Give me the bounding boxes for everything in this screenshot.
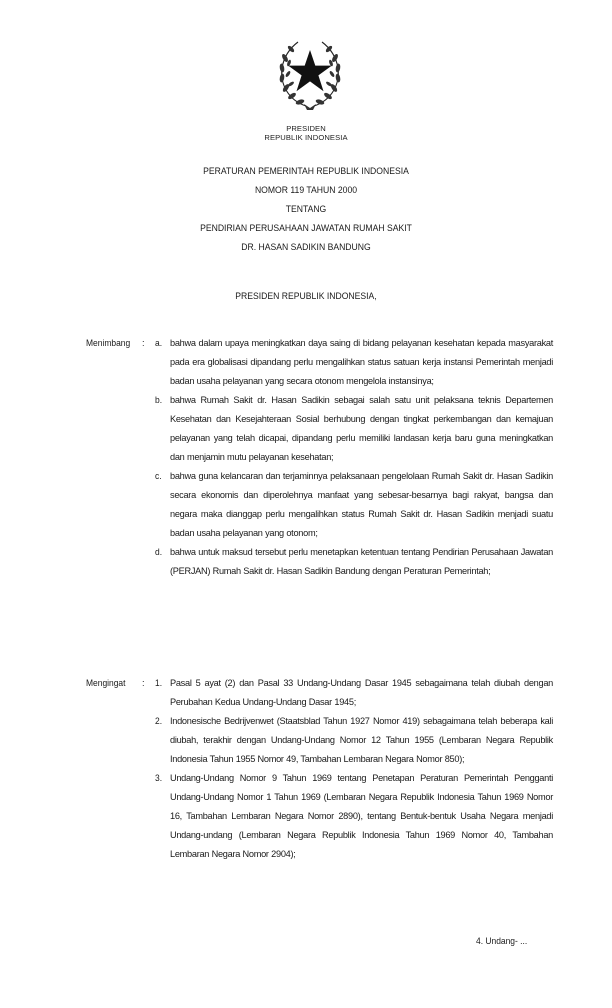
item-text: bahwa dalam upaya meningkatkan daya saing di bidang pelayanan kesehatan kepada masyarakat pada era globalisasi dipandang perlu mengalihkan status satuan kerja instansi Pemerintah menjadi badan usaha pelayanan yang secara otonom mengelola instansinya; — [170, 338, 553, 386]
considering-item-a — [0, 334, 612, 391]
section-label-mengingat: Mengingat — [86, 678, 126, 688]
page-continuation-marker: 4. Undang- ... — [476, 936, 528, 946]
heading-number-year: NOMOR 119 TAHUN 2000 — [254, 184, 358, 195]
preamble-president: PRESIDEN REPUBLIK INDONESIA, — [235, 290, 377, 301]
item-text: Indonesische Bedrijvenwet (Staatsblad Tahun 1927 Nomor 419) sebagaimana telah beberapa kali diubah, terakhir dengan Undang-Undang Nomor 12 Tahun 1955 (Lembaran Negara Republik Indonesia Tahun 1955 Nomor 49, Tambahan Lembaran Negara Nomor 850); — [170, 716, 553, 764]
item-text: bahwa Rumah Sakit dr. Hasan Sadikin sebagai salah satu unit pelaksana teknis Departemen Kesehatan dan Kesejahteraan Sosial berhubung dengan tingkat perkembangan dan kemajuan pelayanan yang telah dicapai, dipandang perlu memiliki landasan kerja baru guna meningkatkan dan menjamin mutu pelayanan kesehatan; — [170, 395, 553, 462]
item-marker: d. — [155, 547, 163, 557]
regulation-heading — [24, 161, 587, 256]
item-marker: 2. — [155, 716, 163, 726]
considering-item-d — [0, 543, 612, 581]
recalling-item-3 — [0, 769, 612, 864]
heading-regulation-title: PERATURAN PEMERINTAH REPUBLIK INDONESIA — [203, 165, 409, 176]
item-text: bahwa untuk maksud tersebut perlu menetapkan ketentuan tentang Pendirian Perusahaan Jawatan (PERJAN) Rumah Sakit dr. Hasan Sadikin Bandung dengan Peraturan Pemerintah; — [170, 547, 553, 576]
item-marker: c. — [155, 471, 162, 481]
considering-item-b — [0, 391, 612, 467]
section-colon: : — [142, 678, 145, 688]
item-marker: 1. — [155, 678, 163, 688]
item-marker: a. — [155, 338, 163, 348]
emblem-caption-republik: REPUBLIK INDONESIA — [264, 133, 348, 142]
item-text: bahwa guna kelancaran dan terjaminnya pelaksanaan pengelolaan Rumah Sakit dr. Hasan Sadikin secara ekonomis dan diperolehnya manfaat yang sebesar-besarnya bagi rakyat, bangsa dan negara maka dianggap perlu mengalihkan status Rumah Sakit dr. Hasan Sadikin menjadi suatu badan usaha pelayanan yang otonom; — [170, 471, 553, 538]
item-marker: b. — [155, 395, 163, 405]
heading-subject-line2: DR. HASAN SADIKIN BANDUNG — [241, 241, 371, 252]
section-colon: : — [142, 338, 145, 348]
heading-subject-line1: PENDIRIAN PERUSAHAAN JAWATAN RUMAH SAKIT — [200, 222, 412, 233]
section-menimbang — [0, 334, 612, 581]
item-marker: 3. — [155, 773, 163, 783]
recalling-item-1 — [0, 674, 612, 712]
item-text: Pasal 5 ayat (2) dan Pasal 33 Undang-Undang Dasar 1945 sebagaimana telah diubah dengan Perubahan Kedua Undang-Undang Dasar 1945; — [170, 678, 553, 707]
item-text: Undang-Undang Nomor 9 Tahun 1969 tentang Penetapan Peraturan Pemerintah Pengganti Undang-Undang Nomor 1 Tahun 1969 (Lembaran Negara Republik Indonesia Tahun 1969 Nomor 16, Tambahan Lembaran Negara Nomor 2890), tentang Bentuk-bentuk Usaha Negara menjadi Undang-undang (Lembaran Negara Republik Indonesia Tahun 1969 Nomor 40, Tambahan Lembaran Negara Nomor 2904); — [170, 773, 553, 859]
emblem-caption-presiden: PRESIDEN — [286, 124, 326, 133]
section-label-menimbang: Menimbang — [86, 338, 131, 348]
garuda-star-wreath-icon — [276, 36, 344, 112]
heading-tentang: TENTANG — [285, 203, 327, 214]
considering-item-c — [0, 467, 612, 543]
recalling-item-2 — [0, 712, 612, 769]
section-mengingat — [0, 674, 612, 864]
